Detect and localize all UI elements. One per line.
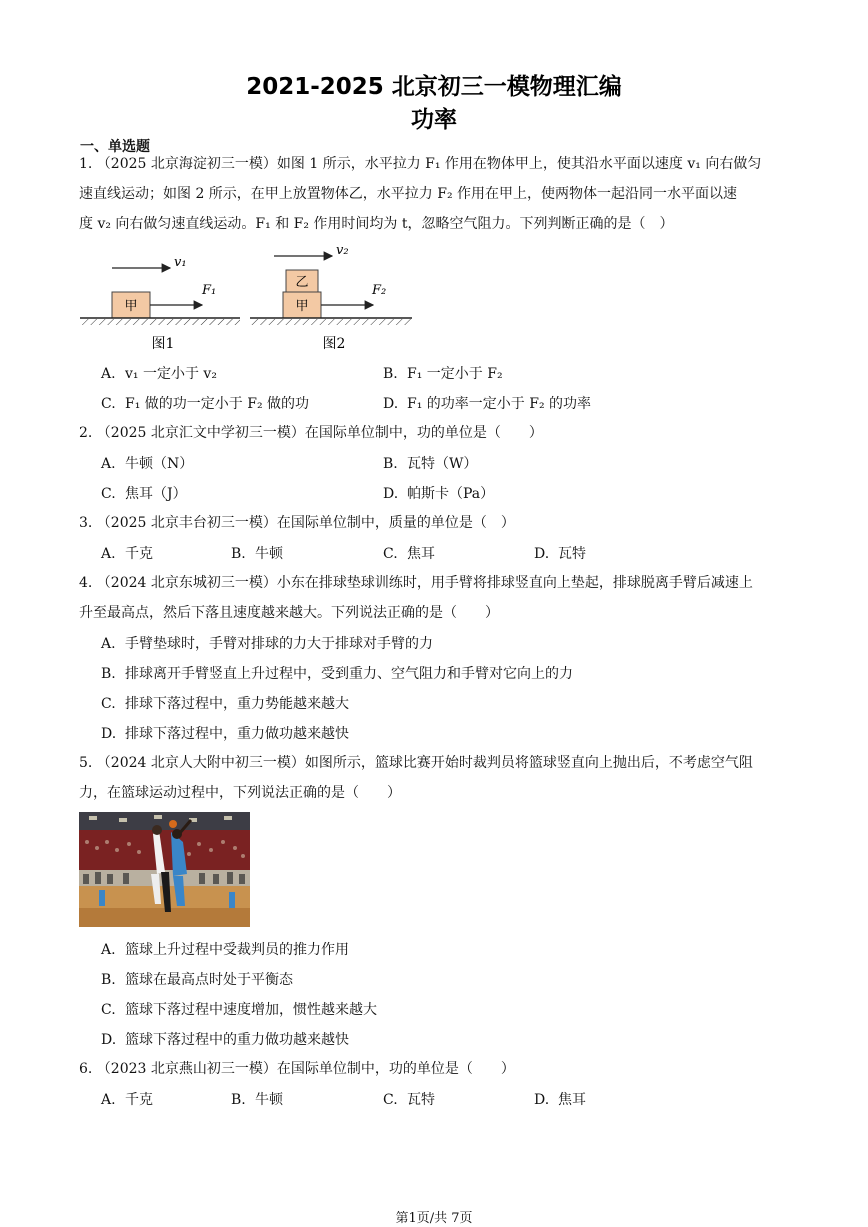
question-4-line-1: 4. （2024 北京东城初三一模）小东在排球垫球训练时，用手臂将排球竖直向上垫起，排球脱离手臂后减速上	[79, 575, 753, 591]
q4-option-a: A. 手臂垫球时，手臂对排球的力大于排球对手臂的力	[101, 636, 433, 652]
q2-option-b: B. 瓦特（W）	[383, 456, 478, 472]
fig1-caption: 图1	[151, 336, 175, 352]
ground-1-hatch	[80, 319, 240, 325]
fig2-caption: 图2	[322, 336, 346, 352]
q3-option-d: D. 瓦特	[534, 546, 586, 562]
force-diagram	[78, 244, 418, 354]
q6-option-b: B. 牛顿	[231, 1092, 283, 1108]
block-jia-1-label: 甲	[124, 299, 138, 314]
section-title: 一、单选题	[80, 139, 150, 155]
basketball-photo	[79, 812, 250, 927]
q6-option-c: C. 瓦特	[383, 1092, 435, 1108]
q4-option-c: C. 排球下落过程中，重力势能越来越大	[101, 696, 349, 712]
q5-option-c: C. 篮球下落过程中速度增加，惯性越来越大	[101, 1002, 377, 1018]
q6-option-a: A. 千克	[101, 1092, 153, 1108]
q3-option-c: C. 焦耳	[383, 546, 435, 562]
q2-option-d: D. 帕斯卡（Pa）	[383, 486, 495, 502]
q2-option-c: C. 焦耳（J）	[101, 486, 187, 502]
q3-option-a: A. 千克	[101, 546, 153, 562]
question-5-line-1: 5. （2024 北京人大附中初三一模）如图所示，篮球比赛开始时裁判员将篮球竖直向上抛出后，不考虑空气阻	[79, 755, 753, 771]
block-jia-2-label: 甲	[295, 299, 309, 314]
question-1-line-3: 度 v₂ 向右做匀速直线运动。F₁ 和 F₂ 作用时间均为 t，忽略空气阻力。下列判断正确的是（ ）	[79, 216, 674, 232]
block-yi-label: 乙	[295, 275, 309, 290]
f1-label: F₁	[202, 283, 217, 298]
document-subtitle: 功率	[411, 107, 457, 133]
q1-option-d: D. F₁ 的功率一定小于 F₂ 的功率	[383, 396, 592, 412]
q4-option-b: B. 排球离开手臂竖直上升过程中，受到重力、空气阻力和手臂对它向上的力	[101, 666, 573, 682]
q5-option-a: A. 篮球上升过程中受裁判员的推力作用	[101, 942, 349, 958]
q1-option-a: A. v₁ 一定小于 v₂	[101, 366, 217, 382]
page-footer: 第1页/共 7页	[395, 1211, 473, 1226]
question-1-line-1: 1. （2025 北京海淀初三一模）如图 1 所示，水平拉力 F₁ 作用在物体甲上，使其沿水平面以速度 v₁ 向右做匀	[79, 156, 762, 172]
q3-option-b: B. 牛顿	[231, 546, 283, 562]
f2-label: F₂	[372, 283, 387, 298]
q2-option-a: A. 牛顿（N）	[101, 456, 194, 472]
ground-2-hatch	[250, 319, 412, 325]
question-2-line-1: 2. （2025 北京汇文中学初三一模）在国际单位制中，功的单位是（ ）	[79, 425, 543, 441]
q6-option-d: D. 焦耳	[534, 1092, 586, 1108]
v1-label: v₁	[174, 255, 187, 270]
question-5-line-2: 力，在篮球运动过程中，下列说法正确的是（ ）	[79, 785, 401, 801]
document-title: 2021-2025 北京初三一模物理汇编	[246, 74, 622, 100]
q4-option-d: D. 排球下落过程中，重力做功越来越快	[101, 726, 349, 742]
question-6-line-1: 6. （2023 北京燕山初三一模）在国际单位制中，功的单位是（ ）	[79, 1061, 515, 1077]
v2-label: v₂	[336, 244, 349, 258]
q1-option-c: C. F₁ 做的功一定小于 F₂ 做的功	[101, 396, 310, 412]
question-4-line-2: 升至最高点，然后下落且速度越来越大。下列说法正确的是（ ）	[79, 605, 499, 621]
q1-option-b: B. F₁ 一定小于 F₂	[383, 366, 503, 382]
q5-option-d: D. 篮球下落过程中的重力做功越来越快	[101, 1032, 349, 1048]
q5-option-b: B. 篮球在最高点时处于平衡态	[101, 972, 293, 988]
question-1-line-2: 速直线运动；如图 2 所示，在甲上放置物体乙，水平拉力 F₂ 作用在甲上，使两物体一起沿同一水平面以速	[79, 186, 738, 202]
question-3-line-1: 3. （2025 北京丰台初三一模）在国际单位制中，质量的单位是（ ）	[79, 515, 515, 531]
